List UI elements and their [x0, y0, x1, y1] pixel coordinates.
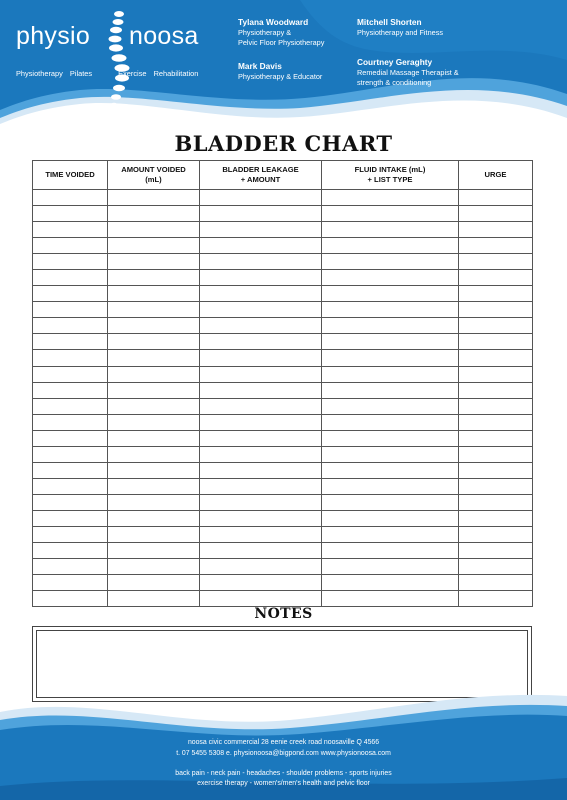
logo-word-physio: physio [16, 22, 91, 50]
table-cell[interactable] [322, 238, 459, 254]
table-cell[interactable] [322, 494, 459, 510]
table-cell[interactable] [322, 559, 459, 575]
table-cell[interactable] [200, 478, 322, 494]
table-cell[interactable] [322, 414, 459, 430]
table-row [33, 238, 533, 254]
table-cell[interactable] [33, 543, 108, 559]
staff-entry [357, 17, 443, 38]
staff-entry [238, 61, 322, 82]
footer-conditions: exercise therapy - women's/men's health and pelvic floor [197, 780, 370, 787]
table-cell[interactable] [33, 446, 108, 462]
table-cell[interactable] [108, 398, 200, 414]
table-cell[interactable] [200, 302, 322, 318]
table-cell[interactable] [200, 414, 322, 430]
table-cell[interactable] [33, 414, 108, 430]
table-cell[interactable] [459, 543, 533, 559]
staff-name: Courtney Geraghty [357, 57, 433, 67]
table-cell[interactable] [459, 494, 533, 510]
table-cell[interactable] [200, 350, 322, 366]
header-line: AMOUNT VOIDED [121, 165, 186, 174]
table-cell[interactable] [200, 398, 322, 414]
table-cell[interactable] [108, 430, 200, 446]
table-cell[interactable] [108, 494, 200, 510]
table-cell[interactable] [108, 206, 200, 222]
table-cell[interactable] [108, 238, 200, 254]
footer-contact: t. 07 5455 5308 e. physionoosa@bigpond.com www.physionoosa.com [176, 750, 391, 757]
header-line: (mL) [145, 175, 162, 184]
table-cell[interactable] [322, 318, 459, 334]
table-row [33, 222, 533, 238]
table-cell[interactable] [322, 366, 459, 382]
table-cell[interactable] [108, 591, 200, 607]
table-cell[interactable] [33, 462, 108, 478]
table-cell[interactable] [108, 286, 200, 302]
staff-name: Tylana Woodward [238, 17, 309, 27]
table-row [33, 270, 533, 286]
table-row [33, 254, 533, 270]
table-cell[interactable] [33, 270, 108, 286]
staff-entry [238, 17, 324, 48]
column-header-amount-voided [108, 161, 200, 190]
table-cell[interactable] [33, 350, 108, 366]
table-cell[interactable] [200, 591, 322, 607]
table-cell[interactable] [108, 366, 200, 382]
table-cell[interactable] [200, 559, 322, 575]
table-cell[interactable] [33, 302, 108, 318]
service-item: Rehabilitation [153, 69, 199, 78]
header-line: FLUID INTAKE (mL) [354, 165, 426, 174]
table-row [33, 591, 533, 607]
table-cell[interactable] [200, 222, 322, 238]
table-row [33, 286, 533, 302]
table-cell[interactable] [200, 318, 322, 334]
table-cell[interactable] [322, 254, 459, 270]
table-cell[interactable] [459, 206, 533, 222]
table-row [33, 398, 533, 414]
table-cell[interactable] [322, 543, 459, 559]
table-cell[interactable] [200, 382, 322, 398]
table-cell[interactable] [108, 543, 200, 559]
table-cell[interactable] [459, 575, 533, 591]
table-cell[interactable] [33, 430, 108, 446]
table-row [33, 462, 533, 478]
table-cell[interactable] [322, 446, 459, 462]
table-cell[interactable] [459, 398, 533, 414]
column-header-bladder-leakage [200, 161, 322, 190]
table-row [33, 494, 533, 510]
table-cell[interactable] [200, 334, 322, 350]
table-cell[interactable] [33, 591, 108, 607]
table-cell[interactable] [459, 382, 533, 398]
table-cell[interactable] [108, 559, 200, 575]
table-cell[interactable] [459, 270, 533, 286]
table-row [33, 318, 533, 334]
table-cell[interactable] [108, 334, 200, 350]
table-cell[interactable] [108, 526, 200, 542]
staff-role: Pelvic Floor Physiotherapy [238, 38, 325, 47]
table-cell[interactable] [200, 446, 322, 462]
table-cell[interactable] [200, 206, 322, 222]
table-cell[interactable] [108, 190, 200, 206]
table-cell[interactable] [459, 591, 533, 607]
table-cell[interactable] [33, 206, 108, 222]
table-cell[interactable] [200, 510, 322, 526]
table-cell[interactable] [322, 350, 459, 366]
staff-role: Physiotherapy & [238, 28, 292, 37]
table-cell[interactable] [200, 270, 322, 286]
table-cell[interactable] [33, 559, 108, 575]
notes-title: NOTES [254, 606, 313, 622]
table-cell[interactable] [33, 254, 108, 270]
header-line: + AMOUNT [240, 175, 281, 184]
table-cell[interactable] [200, 494, 322, 510]
table-cell[interactable] [322, 510, 459, 526]
service-item: Exercise [118, 69, 147, 78]
table-cell[interactable] [322, 334, 459, 350]
table-cell[interactable] [322, 526, 459, 542]
table-cell[interactable] [322, 462, 459, 478]
table-cell[interactable] [200, 543, 322, 559]
table-cell[interactable] [108, 254, 200, 270]
table-cell[interactable] [459, 366, 533, 382]
table-cell[interactable] [459, 414, 533, 430]
table-cell[interactable] [33, 190, 108, 206]
table-cell[interactable] [200, 526, 322, 542]
table-cell[interactable] [459, 190, 533, 206]
table-body [33, 190, 533, 607]
table-row [33, 478, 533, 494]
table-row [33, 543, 533, 559]
table-cell[interactable] [33, 286, 108, 302]
table-cell[interactable] [108, 510, 200, 526]
table-header-row [33, 161, 533, 190]
table-cell[interactable] [200, 430, 322, 446]
table-cell[interactable] [200, 575, 322, 591]
logo-word-noosa: noosa [129, 22, 199, 50]
staff-role: Remedial Massage Therapist & [357, 68, 459, 77]
table-row [33, 382, 533, 398]
header-line: URGE [484, 170, 507, 179]
table-cell[interactable] [459, 222, 533, 238]
footer-conditions: back pain - neck pain - headaches - shoulder problems - sports injuries [175, 770, 392, 777]
column-header-urge [459, 161, 533, 190]
table-cell[interactable] [33, 526, 108, 542]
table-cell[interactable] [322, 302, 459, 318]
table-cell[interactable] [108, 446, 200, 462]
services-tagline [16, 69, 203, 78]
staff-role: strength & conditioning [357, 78, 432, 87]
table-cell[interactable] [322, 398, 459, 414]
table-cell[interactable] [200, 190, 322, 206]
table-cell[interactable] [459, 462, 533, 478]
table-cell[interactable] [322, 382, 459, 398]
table-cell[interactable] [33, 366, 108, 382]
column-header-time-voided [33, 161, 108, 190]
table-cell[interactable] [322, 591, 459, 607]
table-cell[interactable] [322, 286, 459, 302]
table-cell[interactable] [33, 575, 108, 591]
table-cell[interactable] [33, 494, 108, 510]
table-cell[interactable] [108, 478, 200, 494]
table-row [33, 430, 533, 446]
table-cell[interactable] [322, 430, 459, 446]
header-line: + LIST TYPE [367, 175, 413, 184]
table-cell[interactable] [200, 254, 322, 270]
table-cell[interactable] [33, 318, 108, 334]
table-cell[interactable] [108, 575, 200, 591]
table-cell[interactable] [33, 382, 108, 398]
table-cell[interactable] [322, 190, 459, 206]
table-row [33, 526, 533, 542]
table-cell[interactable] [108, 318, 200, 334]
chart-title: BLADDER CHART [174, 131, 393, 156]
staff-role: Physiotherapy and Fitness [357, 28, 443, 37]
table-cell[interactable] [200, 462, 322, 478]
service-item: Physiotherapy [16, 69, 63, 78]
table-cell[interactable] [322, 222, 459, 238]
staff-name: Mitchell Shorten [357, 17, 422, 27]
table-row [33, 190, 533, 206]
table-cell[interactable] [108, 270, 200, 286]
table-cell[interactable] [459, 238, 533, 254]
table-cell[interactable] [322, 270, 459, 286]
table-cell[interactable] [459, 446, 533, 462]
table-cell[interactable] [108, 462, 200, 478]
table-cell[interactable] [200, 366, 322, 382]
table-cell[interactable] [459, 286, 533, 302]
table-cell[interactable] [459, 350, 533, 366]
table-cell[interactable] [33, 238, 108, 254]
table-row [33, 366, 533, 382]
table-cell[interactable] [459, 430, 533, 446]
table-cell[interactable] [459, 526, 533, 542]
table-cell[interactable] [200, 238, 322, 254]
table-cell[interactable] [459, 478, 533, 494]
bladder-chart-table [32, 160, 533, 607]
table-cell[interactable] [33, 398, 108, 414]
table-cell[interactable] [459, 318, 533, 334]
table-cell[interactable] [322, 575, 459, 591]
table-row [33, 302, 533, 318]
staff-role: Physiotherapy & Educator [238, 72, 323, 81]
table-cell[interactable] [108, 414, 200, 430]
table-row [33, 334, 533, 350]
header-line: BLADDER LEAKAGE [222, 165, 299, 174]
table-cell[interactable] [108, 222, 200, 238]
table-row [33, 414, 533, 430]
table-cell[interactable] [33, 334, 108, 350]
service-item: Pilates [69, 69, 93, 78]
notes-input-area[interactable] [36, 630, 528, 698]
table-cell[interactable] [33, 510, 108, 526]
column-header-fluid-intake [322, 161, 459, 190]
table-cell[interactable] [459, 302, 533, 318]
table-row [33, 206, 533, 222]
footer-address: noosa civic commercial 28 eenie creek road noosaville Q 4566 [187, 739, 380, 746]
header-line: TIME VOIDED [45, 170, 95, 179]
table-cell[interactable] [200, 286, 322, 302]
table-row [33, 350, 533, 366]
table-row [33, 559, 533, 575]
table-cell[interactable] [33, 478, 108, 494]
table-cell[interactable] [108, 382, 200, 398]
table-row [33, 446, 533, 462]
table-cell[interactable] [108, 350, 200, 366]
staff-entry [357, 57, 459, 88]
table-cell[interactable] [108, 302, 200, 318]
table-row [33, 575, 533, 591]
table-cell[interactable] [459, 254, 533, 270]
table-row [33, 510, 533, 526]
staff-name: Mark Davis [238, 61, 282, 71]
table-cell[interactable] [322, 206, 459, 222]
table-cell[interactable] [322, 478, 459, 494]
table-cell[interactable] [459, 559, 533, 575]
table-cell[interactable] [459, 334, 533, 350]
table-cell[interactable] [33, 222, 108, 238]
table-cell[interactable] [459, 510, 533, 526]
